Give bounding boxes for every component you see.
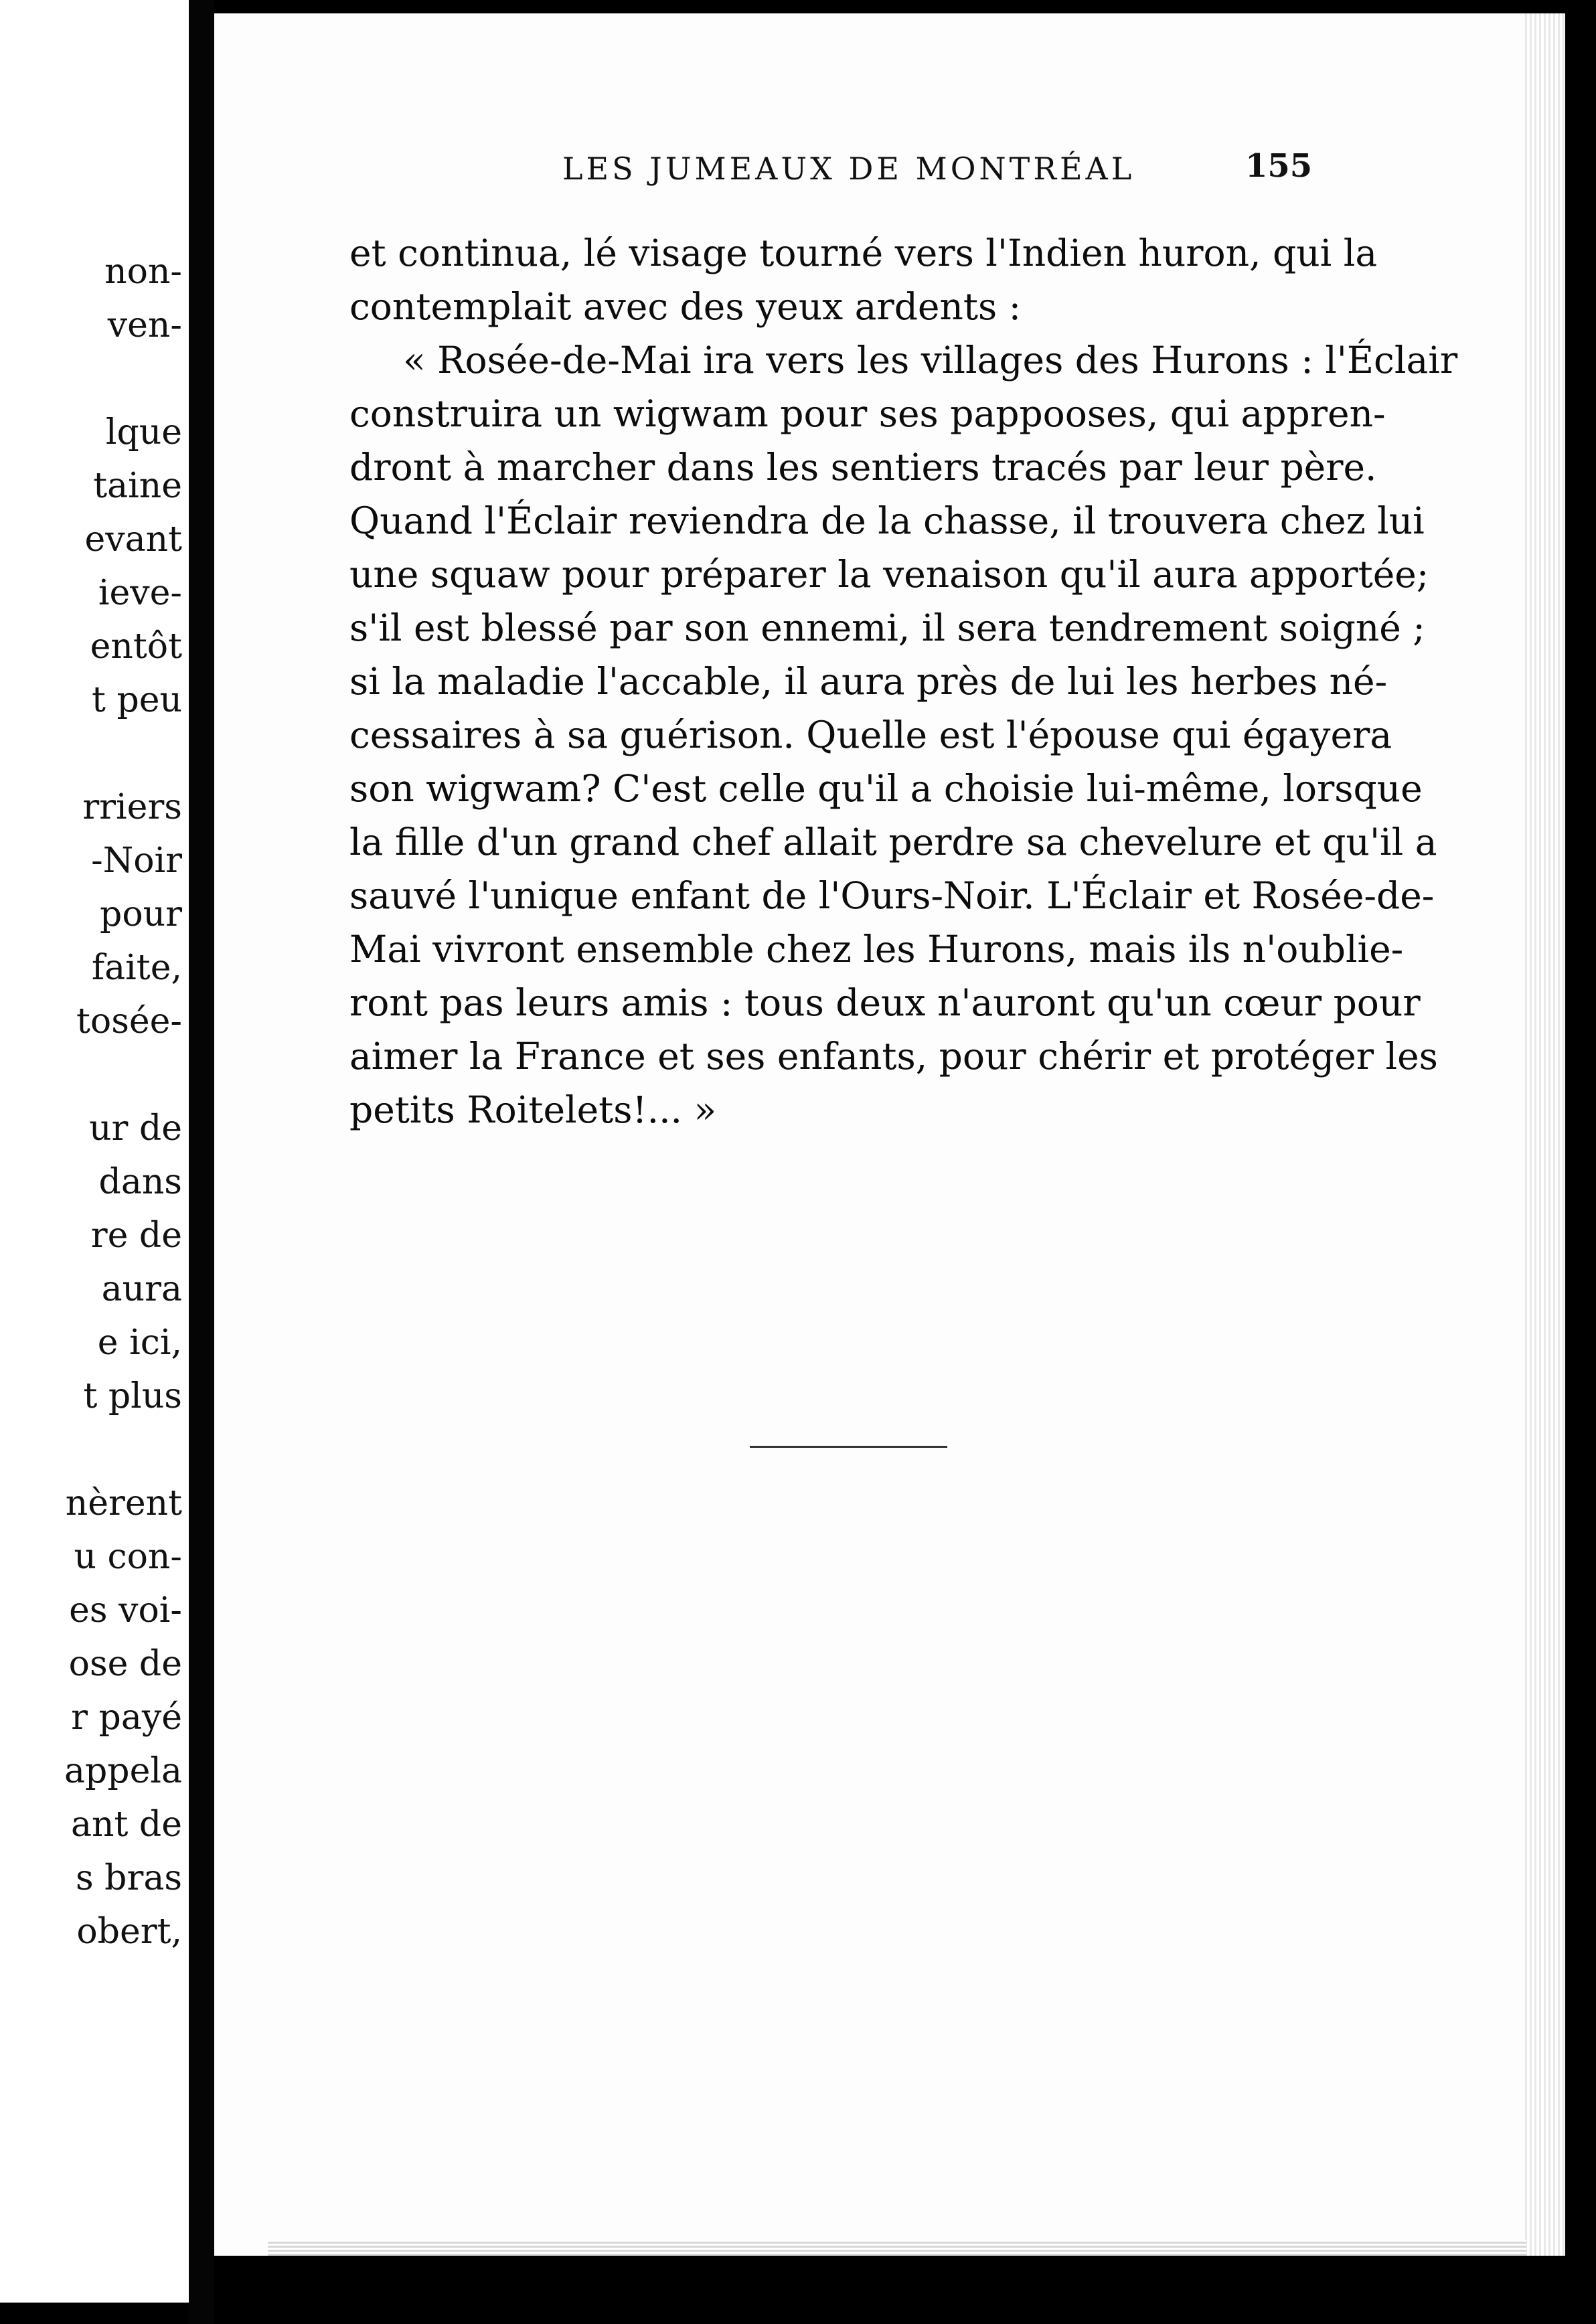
left-page-text-fragment: lque [105, 412, 182, 452]
left-page-text-fragment: t peu [92, 680, 182, 720]
text-line: si la maladie l'accable, il aura près de lui les herbes né- [349, 660, 1388, 703]
left-page-text-fragment: ant de [71, 1805, 182, 1845]
page-number: 155 [1245, 147, 1313, 185]
left-page-text-fragment: pour [100, 894, 182, 934]
text-line: s'il est blessé par son ennemi, il sera tendrement soigné ; [349, 606, 1425, 649]
running-title: LES JUMEAUX DE MONTRÉAL [562, 151, 1135, 187]
left-page-text-fragment: e ici, [97, 1323, 182, 1363]
left-page-text-fragment: es voi- [69, 1590, 182, 1631]
text-line: ront pas leurs amis : tous deux n'auront qu'un cœur pour [349, 981, 1421, 1024]
book-page [214, 13, 1565, 2256]
left-page-text-fragment: obert, [76, 1912, 182, 1952]
left-page-text-fragment: non- [104, 252, 182, 292]
text-line: cessaires à sa guérison. Quelle est l'épouse qui égayera [349, 714, 1392, 756]
body-text [349, 226, 1458, 1137]
left-page-text-fragment: appela [64, 1751, 182, 1791]
text-line: Quand l'Éclair reviendra de la chasse, il trouvera chez lui [349, 499, 1425, 542]
left-page-text-fragment: ur de [89, 1108, 182, 1149]
left-page-text-fragment: ieve- [98, 573, 182, 613]
text-line: la fille d'un grand chef allait perdre sa chevelure et qu'il a [349, 821, 1437, 863]
left-page-text-fragment: ven- [107, 305, 182, 345]
left-page-text-fragment: -Noir [91, 841, 182, 881]
text-line: sauvé l'unique enfant de l'Ours-Noir. L'Éclair et Rosée-de- [349, 874, 1435, 917]
text-line: son wigwam? C'est celle qu'il a choisie lui-même, lorsque [349, 767, 1423, 810]
left-page-text-fragment: re de [90, 1216, 182, 1256]
previous-page-fragment [0, 0, 189, 2303]
text-line: une squaw pour préparer la venaison qu'il aura apportée; [349, 553, 1429, 596]
left-page-text-fragment: taine [93, 466, 182, 506]
left-page-text-fragment: faite, [91, 948, 182, 988]
text-line: construira un wigwam pour ses pappooses, qui appren- [349, 392, 1386, 435]
text-line: dront à marcher dans les sentiers tracés par leur père. [349, 446, 1377, 489]
left-page-text-fragment: r payé [71, 1697, 182, 1738]
page-bottom-edge [268, 2240, 1526, 2256]
left-page-text-fragment: dans [98, 1162, 182, 1202]
page-edge [1525, 13, 1565, 2256]
book-gutter [189, 0, 214, 2324]
left-page-text-fragment: aura [101, 1269, 182, 1309]
left-page-text-fragment: entôt [90, 627, 182, 667]
left-page-text-fragment: rriers [82, 787, 182, 827]
left-page-text-fragment: tosée- [76, 1001, 182, 1042]
text-line: « Rosée-de-Mai ira vers les villages des Hurons : l'Éclair [403, 339, 1458, 382]
text-line: Mai vivront ensemble chez les Hurons, mais ils n'oublie- [349, 928, 1404, 971]
text-line: petits Roitelets!... » [349, 1088, 717, 1131]
text-line: aimer la France et ses enfants, pour chérir et protéger les [349, 1035, 1438, 1078]
left-page-text-fragment: s bras [75, 1858, 182, 1898]
left-page-text-fragment: evant [84, 519, 182, 560]
left-page-text-fragment: nèrent [65, 1483, 182, 1523]
text-line: contemplait avec des yeux ardents : [349, 285, 1022, 328]
left-page-text-fragment: ose de [68, 1644, 182, 1684]
left-page-text-fragment: t plus [83, 1376, 182, 1416]
left-page-text-fragment: u con- [74, 1537, 182, 1577]
text-line: et continua, lé visage tourné vers l'Indien huron, qui la [349, 232, 1378, 274]
end-rule [750, 1446, 947, 1448]
